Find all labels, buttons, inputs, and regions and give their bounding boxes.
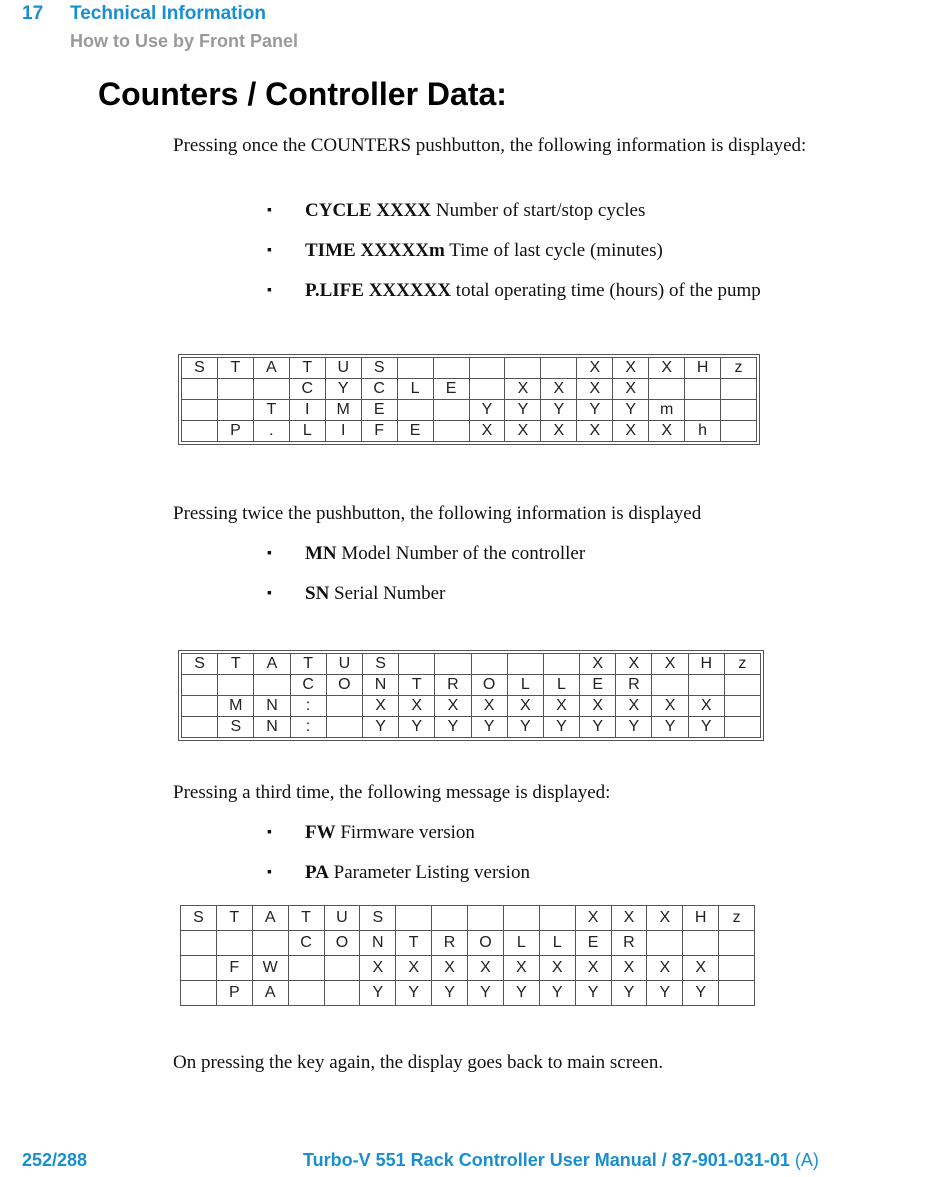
- lcd-cell: R: [435, 675, 471, 696]
- lcd-cell: X: [649, 421, 685, 442]
- lcd-cell: X: [468, 956, 504, 981]
- lcd-row: [181, 981, 755, 1006]
- lcd-cell: L: [397, 379, 433, 400]
- lcd-cell: [721, 400, 757, 421]
- lcd-cell: T: [218, 654, 254, 675]
- lcd-cell: U: [324, 906, 360, 931]
- lcd-cell: L: [543, 675, 579, 696]
- lcd-cell: [182, 675, 218, 696]
- lcd-cell: Y: [360, 981, 396, 1006]
- lcd-cell: X: [613, 379, 649, 400]
- lcd-cell: Y: [469, 400, 505, 421]
- closing-paragraph: On pressing the key again, the display goes back to main screen.: [173, 1052, 664, 1073]
- lcd-cell: Y: [503, 981, 539, 1006]
- lcd-cell: z: [719, 906, 755, 931]
- lcd-cell: X: [505, 421, 541, 442]
- lcd-cell: F: [361, 421, 397, 442]
- bullet-text: [305, 820, 825, 845]
- lcd-cell: X: [647, 906, 683, 931]
- lcd-cell: X: [613, 421, 649, 442]
- lcd-cell: X: [396, 956, 432, 981]
- lcd-cell: [719, 931, 755, 956]
- lcd-cell: A: [254, 654, 290, 675]
- bullet-description: Number of start/stop cycles: [431, 200, 646, 221]
- bullet-description: Time of last cycle (minutes): [444, 240, 663, 261]
- lcd-cell: [724, 717, 760, 738]
- lcd-cell: [253, 379, 289, 400]
- lcd-cell: X: [399, 696, 435, 717]
- lcd-cell: Y: [613, 400, 649, 421]
- lcd-cell: Y: [575, 981, 611, 1006]
- chapter-number: 17: [22, 3, 44, 24]
- manual-name: Turbo-V 551 Rack Controller User Manual / 87-901-031-01: [303, 1150, 790, 1170]
- lcd-cell: [182, 421, 218, 442]
- lcd-cell: [541, 358, 577, 379]
- lcd-cell: X: [505, 379, 541, 400]
- lcd-row: [182, 675, 761, 696]
- lcd-cell: Y: [541, 400, 577, 421]
- lcd-cell: E: [361, 400, 397, 421]
- bullet-marker-icon: ▪: [267, 243, 272, 258]
- lcd-cell: U: [325, 358, 361, 379]
- lcd-row: [182, 717, 761, 738]
- lcd-display-controller-fw-pa: [180, 905, 755, 1006]
- lcd-cell: [469, 358, 505, 379]
- lcd-cell: [181, 931, 217, 956]
- lcd-cell: [683, 931, 719, 956]
- lcd-cell: S: [361, 358, 397, 379]
- lcd-cell: C: [361, 379, 397, 400]
- lcd-cell: X: [577, 358, 613, 379]
- lcd-cell: T: [288, 906, 324, 931]
- lcd-cell: L: [507, 675, 543, 696]
- lcd-cell: N: [362, 675, 398, 696]
- lcd-cell: X: [683, 956, 719, 981]
- lcd-cell: [254, 675, 290, 696]
- lcd-cell: [182, 400, 218, 421]
- lcd-cell: T: [289, 358, 325, 379]
- lcd-cell: X: [471, 696, 507, 717]
- lcd-cell: Y: [616, 717, 652, 738]
- lcd-cell: X: [543, 696, 579, 717]
- lcd-cell: N: [254, 696, 290, 717]
- bullet-text: [305, 860, 825, 885]
- lcd-cell: W: [252, 956, 288, 981]
- bullet-description: Firmware version: [335, 822, 475, 843]
- bullet-term: P.LIFE XXXXXX: [305, 280, 452, 301]
- intro-paragraph-3: Pressing a third time, the following message is displayed:: [173, 782, 611, 803]
- lcd-cell: [288, 956, 324, 981]
- lcd-cell: X: [575, 906, 611, 931]
- lcd-cell: [432, 906, 468, 931]
- lcd-cell: [324, 956, 360, 981]
- lcd-cell: [399, 654, 435, 675]
- lcd-cell: T: [216, 906, 252, 931]
- lcd-cell: X: [503, 956, 539, 981]
- bullet-term: TIME XXXXXm: [305, 240, 445, 261]
- lcd-cell: F: [216, 956, 252, 981]
- lcd-cell: X: [469, 421, 505, 442]
- lcd-cell: .: [253, 421, 289, 442]
- lcd-cell: R: [616, 675, 652, 696]
- lcd-cell: [507, 654, 543, 675]
- lcd-cell: Y: [543, 717, 579, 738]
- lcd-cell: [435, 654, 471, 675]
- section-title: How to Use by Front Panel: [70, 31, 299, 51]
- lcd-cell: [685, 400, 721, 421]
- lcd-cell: S: [182, 358, 218, 379]
- lcd-cell: S: [181, 906, 217, 931]
- lcd-cell: [471, 654, 507, 675]
- lcd-row: [182, 421, 757, 442]
- lcd-cell: [182, 696, 218, 717]
- page-heading: Counters / Controller Data:: [98, 76, 507, 112]
- lcd-cell: A: [252, 981, 288, 1006]
- lcd-cell: [433, 358, 469, 379]
- lcd-cell: I: [325, 421, 361, 442]
- lcd-cell: Y: [435, 717, 471, 738]
- lcd-cell: M: [325, 400, 361, 421]
- lcd-cell: N: [254, 717, 290, 738]
- lcd-cell: T: [396, 931, 432, 956]
- lcd-cell: X: [507, 696, 543, 717]
- lcd-cell: X: [360, 956, 396, 981]
- lcd-cell: Y: [580, 717, 616, 738]
- lcd-cell: [396, 906, 432, 931]
- lcd-cell: M: [218, 696, 254, 717]
- lcd-row: [181, 931, 755, 956]
- lcd-cell: X: [577, 421, 613, 442]
- lcd-cell: S: [360, 906, 396, 931]
- lcd-cell: [688, 675, 724, 696]
- lcd-cell: X: [577, 379, 613, 400]
- lcd-cell: P: [216, 981, 252, 1006]
- lcd-cell: [397, 400, 433, 421]
- lcd-cell: [719, 956, 755, 981]
- lcd-cell: Y: [362, 717, 398, 738]
- lcd-cell: Y: [688, 717, 724, 738]
- lcd-cell: N: [360, 931, 396, 956]
- bullet-text: [305, 581, 825, 606]
- lcd-cell: T: [399, 675, 435, 696]
- lcd-cell: X: [611, 906, 647, 931]
- lcd-cell: [433, 421, 469, 442]
- lcd-cell: [685, 379, 721, 400]
- lcd-cell: L: [289, 421, 325, 442]
- lcd-cell: E: [580, 675, 616, 696]
- bullet-marker-icon: ▪: [267, 283, 272, 298]
- lcd-cell: X: [432, 956, 468, 981]
- lcd-cell: X: [649, 358, 685, 379]
- lcd-cell: [721, 421, 757, 442]
- lcd-cell: [724, 696, 760, 717]
- lcd-cell: Y: [611, 981, 647, 1006]
- lcd-row: [182, 358, 757, 379]
- lcd-row: [181, 906, 755, 931]
- lcd-row: [182, 400, 757, 421]
- bullet-text: [305, 238, 825, 263]
- bullet-text: [305, 541, 825, 566]
- bullet-term: FW: [305, 822, 336, 843]
- lcd-row: [182, 379, 757, 400]
- lcd-cell: L: [539, 931, 575, 956]
- lcd-cell: H: [685, 358, 721, 379]
- lcd-cell: X: [580, 654, 616, 675]
- lcd-cell: Y: [471, 717, 507, 738]
- lcd-display-controller-mn-sn: [181, 653, 761, 738]
- lcd-cell: S: [182, 654, 218, 675]
- manual-title: [303, 1150, 819, 1171]
- lcd-cell: :: [290, 717, 326, 738]
- lcd-cell: X: [435, 696, 471, 717]
- lcd-cell: [288, 981, 324, 1006]
- lcd-cell: Y: [652, 717, 688, 738]
- lcd-cell: [252, 931, 288, 956]
- lcd-cell: [326, 717, 362, 738]
- lcd-display-counters: [181, 357, 757, 442]
- lcd-cell: C: [288, 931, 324, 956]
- lcd-cell: R: [432, 931, 468, 956]
- lcd-cell: X: [616, 654, 652, 675]
- lcd-cell: [505, 358, 541, 379]
- bullet-text: [305, 278, 825, 303]
- lcd-cell: [539, 906, 575, 931]
- lcd-cell: [182, 379, 218, 400]
- lcd-cell: O: [324, 931, 360, 956]
- lcd-cell: Y: [468, 981, 504, 1006]
- lcd-cell: H: [683, 906, 719, 931]
- lcd-cell: [326, 696, 362, 717]
- lcd-cell: E: [397, 421, 433, 442]
- lcd-cell: X: [652, 696, 688, 717]
- lcd-cell: X: [362, 696, 398, 717]
- lcd-cell: Y: [432, 981, 468, 1006]
- lcd-cell: [468, 906, 504, 931]
- lcd-cell: X: [541, 379, 577, 400]
- lcd-cell: X: [611, 956, 647, 981]
- lcd-cell: Y: [577, 400, 613, 421]
- bullet-description: Model Number of the controller: [336, 543, 586, 564]
- lcd-cell: [216, 931, 252, 956]
- lcd-cell: O: [468, 931, 504, 956]
- lcd-cell: h: [685, 421, 721, 442]
- lcd-cell: R: [611, 931, 647, 956]
- lcd-cell: T: [253, 400, 289, 421]
- lcd-cell: [543, 654, 579, 675]
- lcd-cell: X: [580, 696, 616, 717]
- lcd-cell: Y: [399, 717, 435, 738]
- lcd-row: [181, 956, 755, 981]
- lcd-cell: Y: [539, 981, 575, 1006]
- lcd-cell: Y: [505, 400, 541, 421]
- bullet-marker-icon: ▪: [267, 586, 272, 601]
- bullet-term: SN: [305, 583, 330, 604]
- lcd-cell: [721, 379, 757, 400]
- lcd-cell: C: [289, 379, 325, 400]
- lcd-cell: T: [217, 358, 253, 379]
- lcd-cell: A: [252, 906, 288, 931]
- bullet-text: [305, 198, 825, 223]
- bullet-description: Parameter Listing version: [328, 862, 530, 883]
- lcd-cell: P: [217, 421, 253, 442]
- bullet-term: MN: [305, 543, 337, 564]
- lcd-cell: [469, 379, 505, 400]
- lcd-cell: [724, 675, 760, 696]
- lcd-cell: [649, 379, 685, 400]
- lcd-cell: L: [503, 931, 539, 956]
- lcd-cell: [652, 675, 688, 696]
- lcd-cell: H: [688, 654, 724, 675]
- lcd-row: [182, 654, 761, 675]
- bullet-marker-icon: ▪: [267, 203, 272, 218]
- lcd-cell: z: [724, 654, 760, 675]
- lcd-cell: [647, 931, 683, 956]
- intro-paragraph-1: Pressing once the COUNTERS pushbutton, the following information is displayed:: [173, 135, 807, 156]
- manual-revision: (A): [789, 1150, 819, 1170]
- lcd-cell: [217, 379, 253, 400]
- lcd-cell: U: [326, 654, 362, 675]
- lcd-cell: [397, 358, 433, 379]
- bullet-description: total operating time (hours) of the pump: [451, 280, 761, 301]
- bullet-marker-icon: ▪: [267, 865, 272, 880]
- chapter-title: Technical Information: [70, 3, 267, 24]
- lcd-cell: [503, 906, 539, 931]
- page-number: 252/288: [22, 1150, 88, 1170]
- lcd-cell: Y: [507, 717, 543, 738]
- lcd-cell: X: [613, 358, 649, 379]
- lcd-cell: X: [688, 696, 724, 717]
- bullet-term: CYCLE XXXX: [305, 200, 432, 221]
- lcd-cell: [433, 400, 469, 421]
- lcd-cell: [181, 956, 217, 981]
- lcd-cell: X: [647, 956, 683, 981]
- bullet-term: PA: [305, 862, 329, 883]
- lcd-cell: I: [289, 400, 325, 421]
- lcd-cell: :: [290, 696, 326, 717]
- lcd-cell: [181, 981, 217, 1006]
- lcd-cell: [324, 981, 360, 1006]
- lcd-cell: m: [649, 400, 685, 421]
- lcd-cell: X: [541, 421, 577, 442]
- lcd-cell: S: [362, 654, 398, 675]
- lcd-cell: X: [652, 654, 688, 675]
- intro-paragraph-2: Pressing twice the pushbutton, the following information is displayed: [173, 503, 702, 524]
- lcd-cell: Y: [647, 981, 683, 1006]
- lcd-cell: E: [433, 379, 469, 400]
- lcd-cell: C: [290, 675, 326, 696]
- lcd-cell: T: [290, 654, 326, 675]
- lcd-cell: Y: [683, 981, 719, 1006]
- lcd-cell: z: [721, 358, 757, 379]
- bullet-description: Serial Number: [329, 583, 446, 604]
- lcd-cell: S: [218, 717, 254, 738]
- lcd-cell: E: [575, 931, 611, 956]
- lcd-cell: A: [253, 358, 289, 379]
- lcd-cell: [218, 675, 254, 696]
- bullet-marker-icon: ▪: [267, 546, 272, 561]
- lcd-cell: O: [471, 675, 507, 696]
- lcd-cell: [182, 717, 218, 738]
- bullet-marker-icon: ▪: [267, 825, 272, 840]
- lcd-cell: O: [326, 675, 362, 696]
- lcd-cell: X: [539, 956, 575, 981]
- lcd-cell: Y: [396, 981, 432, 1006]
- lcd-cell: Y: [325, 379, 361, 400]
- lcd-cell: [217, 400, 253, 421]
- lcd-row: [182, 696, 761, 717]
- lcd-cell: X: [616, 696, 652, 717]
- lcd-cell: [719, 981, 755, 1006]
- lcd-cell: X: [575, 956, 611, 981]
